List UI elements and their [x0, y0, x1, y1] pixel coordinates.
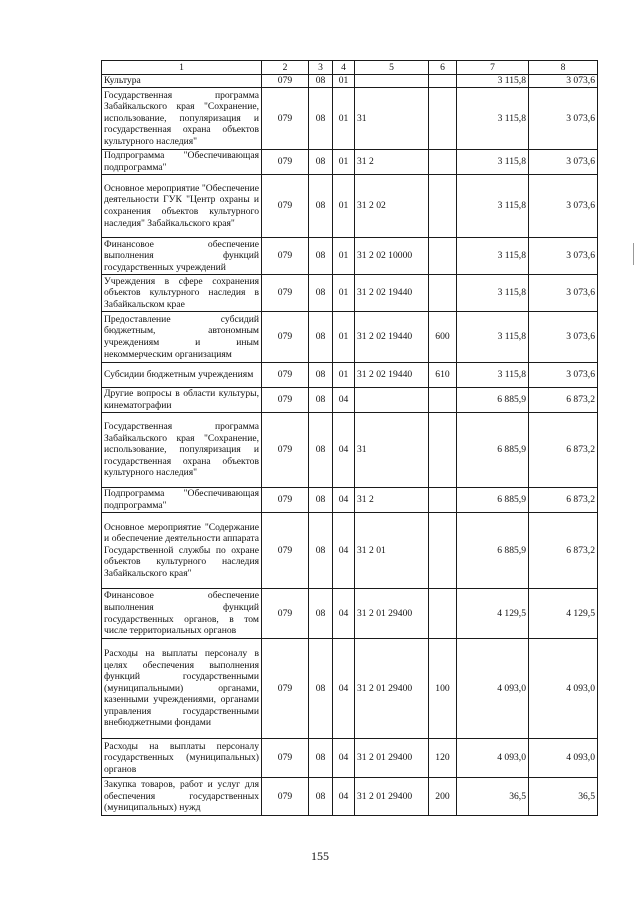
row-name-cell: Культура	[102, 75, 262, 88]
table-row	[102, 75, 598, 88]
cell-col-7: 3 115,8	[457, 88, 529, 150]
cell-col-8: 3 073,6	[529, 238, 598, 275]
cell-col-2: 079	[262, 589, 309, 639]
cell-col-5	[355, 75, 429, 88]
table-row	[102, 513, 598, 589]
cell-col-7: 3 115,8	[457, 363, 529, 388]
cell-col-7: 6 885,9	[457, 388, 529, 413]
cell-col-5: 31 2 01	[355, 513, 429, 589]
cell-col-6	[429, 589, 457, 639]
cell-col-4: 04	[333, 513, 355, 589]
col-header-4: 4	[333, 61, 355, 75]
cell-col-4: 04	[333, 589, 355, 639]
cell-col-3: 08	[309, 413, 333, 488]
row-name-cell: Государственная программа Забайкальского края "Сохранение, использование, популяризация и государственная охрана объектов культурного наследия"	[102, 88, 262, 150]
cell-col-5: 31 2 01 29400	[355, 639, 429, 739]
cell-col-2: 079	[262, 739, 309, 778]
cell-col-2: 079	[262, 778, 309, 816]
cell-col-2: 079	[262, 488, 309, 513]
cell-col-5: 31 2 02 19440	[355, 363, 429, 388]
cell-col-3: 08	[309, 513, 333, 589]
table-row	[102, 238, 598, 275]
cell-col-8: 36,5	[529, 778, 598, 816]
cell-col-7: 3 115,8	[457, 312, 529, 363]
cell-col-7: 6 885,9	[457, 488, 529, 513]
cell-col-8: 3 073,6	[529, 363, 598, 388]
table-row	[102, 150, 598, 175]
page-number: 155	[311, 849, 329, 863]
cell-col-3: 08	[309, 150, 333, 175]
budget-table	[101, 60, 598, 816]
cell-col-4: 04	[333, 488, 355, 513]
table-row	[102, 275, 598, 312]
cell-col-2: 079	[262, 413, 309, 488]
cell-col-7: 3 115,8	[457, 175, 529, 238]
cell-col-7: 6 885,9	[457, 513, 529, 589]
cell-col-4: 04	[333, 778, 355, 816]
row-name-cell: Основное мероприятие "Содержание и обеспечение деятельности аппарата Государственной службы по охране объектов культурного наследия Забайкальского края"	[102, 513, 262, 589]
header-row	[102, 61, 598, 75]
cell-col-8: 4 129,5	[529, 589, 598, 639]
cell-col-3: 08	[309, 488, 333, 513]
table-row	[102, 639, 598, 739]
row-name-cell: Финансовое обеспечение выполнения функций государственных учреждений	[102, 238, 262, 275]
cell-col-2: 079	[262, 88, 309, 150]
cell-col-4: 01	[333, 88, 355, 150]
row-name-cell: Субсидии бюджетным учреждениям	[102, 363, 262, 388]
cell-col-4: 01	[333, 275, 355, 312]
cell-col-2: 079	[262, 238, 309, 275]
cell-col-8: 3 073,6	[529, 275, 598, 312]
cell-col-8: 3 073,6	[529, 88, 598, 150]
cell-col-2: 079	[262, 388, 309, 413]
scan-edge-mark	[633, 243, 634, 265]
cell-col-7: 6 885,9	[457, 413, 529, 488]
cell-col-3: 08	[309, 275, 333, 312]
cell-col-5: 31 2	[355, 150, 429, 175]
cell-col-6	[429, 413, 457, 488]
row-name-cell: Подпрограмма "Обеспечивающая подпрограмма"	[102, 150, 262, 175]
cell-col-4: 01	[333, 150, 355, 175]
cell-col-7: 4 093,0	[457, 639, 529, 739]
row-name-cell: Учреждения в сфере сохранения объектов культурного наследия в Забайкальском крае	[102, 275, 262, 312]
cell-col-2: 079	[262, 363, 309, 388]
cell-col-2: 079	[262, 513, 309, 589]
col-header-8: 8	[529, 61, 598, 75]
cell-col-7: 3 115,8	[457, 238, 529, 275]
cell-col-3: 08	[309, 312, 333, 363]
cell-col-6	[429, 388, 457, 413]
table-row	[102, 312, 598, 363]
row-name-cell: Основное мероприятие "Обеспечение деятельности ГУК "Центр охраны и сохранения объектов культурного наследия" Забайкальского края"	[102, 175, 262, 238]
row-name-cell: Расходы на выплаты персоналу государственных (муниципальных) органов	[102, 739, 262, 778]
cell-col-3: 08	[309, 175, 333, 238]
cell-col-6: 200	[429, 778, 457, 816]
row-name-cell: Государственная программа Забайкальского края "Сохранение, использование, популяризация и государственная охрана объектов культурного наследия"	[102, 413, 262, 488]
cell-col-6	[429, 275, 457, 312]
col-header-2: 2	[262, 61, 309, 75]
table-row	[102, 413, 598, 488]
col-header-5: 5	[355, 61, 429, 75]
cell-col-2: 079	[262, 175, 309, 238]
cell-col-8: 3 073,6	[529, 150, 598, 175]
cell-col-6: 120	[429, 739, 457, 778]
cell-col-7: 3 115,8	[457, 75, 529, 88]
col-header-1: 1	[102, 61, 262, 75]
cell-col-5: 31 2	[355, 488, 429, 513]
table-body	[102, 75, 598, 816]
cell-col-8: 3 073,6	[529, 312, 598, 363]
cell-col-4: 01	[333, 238, 355, 275]
cell-col-6	[429, 175, 457, 238]
cell-col-5: 31 2 02 10000	[355, 238, 429, 275]
table-row	[102, 778, 598, 816]
row-name-cell: Предоставление субсидий бюджетным, автономным учреждениям и иным некоммерческим организациям	[102, 312, 262, 363]
cell-col-5: 31	[355, 88, 429, 150]
cell-col-8: 6 873,2	[529, 488, 598, 513]
table-row	[102, 739, 598, 778]
cell-col-4: 01	[333, 75, 355, 88]
table-row	[102, 88, 598, 150]
cell-col-3: 08	[309, 639, 333, 739]
cell-col-6: 100	[429, 639, 457, 739]
cell-col-5: 31 2 01 29400	[355, 778, 429, 816]
cell-col-7: 4 129,5	[457, 589, 529, 639]
cell-col-4: 04	[333, 639, 355, 739]
cell-col-5: 31 2 01 29400	[355, 589, 429, 639]
cell-col-5: 31 2 02 19440	[355, 275, 429, 312]
cell-col-8: 4 093,0	[529, 639, 598, 739]
cell-col-7: 3 115,8	[457, 275, 529, 312]
row-name-cell: Расходы на выплаты персоналу в целях обеспечения выполнения функций государственными (муниципальными) органами, казенными учреждениями, органами управления государственными внебюджетными фондами	[102, 639, 262, 739]
table-row	[102, 589, 598, 639]
cell-col-3: 08	[309, 238, 333, 275]
cell-col-6	[429, 150, 457, 175]
cell-col-8: 6 873,2	[529, 513, 598, 589]
cell-col-2: 079	[262, 639, 309, 739]
cell-col-8: 3 073,6	[529, 75, 598, 88]
cell-col-5: 31 2 02 19440	[355, 312, 429, 363]
cell-col-6: 610	[429, 363, 457, 388]
cell-col-3: 08	[309, 363, 333, 388]
cell-col-3: 08	[309, 589, 333, 639]
cell-col-4: 04	[333, 739, 355, 778]
cell-col-3: 08	[309, 778, 333, 816]
cell-col-7: 36,5	[457, 778, 529, 816]
table-row	[102, 175, 598, 238]
cell-col-5: 31 2 01 29400	[355, 739, 429, 778]
cell-col-3: 08	[309, 388, 333, 413]
cell-col-4: 04	[333, 388, 355, 413]
cell-col-6	[429, 513, 457, 589]
cell-col-5	[355, 388, 429, 413]
cell-col-2: 079	[262, 312, 309, 363]
cell-col-6	[429, 75, 457, 88]
cell-col-4: 01	[333, 312, 355, 363]
cell-col-7: 4 093,0	[457, 739, 529, 778]
row-name-cell: Подпрограмма "Обеспечивающая подпрограмма"	[102, 488, 262, 513]
cell-col-5: 31 2 02	[355, 175, 429, 238]
row-name-cell: Финансовое обеспечение выполнения функций государственных органов, в том числе территориальных органов	[102, 589, 262, 639]
cell-col-2: 079	[262, 75, 309, 88]
row-name-cell: Закупка товаров, работ и услуг для обеспечения государственных (муниципальных) нужд	[102, 778, 262, 816]
cell-col-4: 01	[333, 363, 355, 388]
cell-col-6	[429, 488, 457, 513]
cell-col-2: 079	[262, 150, 309, 175]
cell-col-6	[429, 88, 457, 150]
cell-col-3: 08	[309, 88, 333, 150]
cell-col-5: 31	[355, 413, 429, 488]
cell-col-8: 4 093,0	[529, 739, 598, 778]
cell-col-3: 08	[309, 75, 333, 88]
cell-col-2: 079	[262, 275, 309, 312]
col-header-6: 6	[429, 61, 457, 75]
cell-col-6	[429, 238, 457, 275]
cell-col-4: 04	[333, 413, 355, 488]
col-header-3: 3	[309, 61, 333, 75]
cell-col-4: 01	[333, 175, 355, 238]
row-name-cell: Другие вопросы в области культуры, кинематографии	[102, 388, 262, 413]
col-header-7: 7	[457, 61, 529, 75]
cell-col-8: 6 873,2	[529, 388, 598, 413]
table-row	[102, 388, 598, 413]
table-row	[102, 363, 598, 388]
cell-col-3: 08	[309, 739, 333, 778]
cell-col-7: 3 115,8	[457, 150, 529, 175]
table-row	[102, 488, 598, 513]
cell-col-8: 3 073,6	[529, 175, 598, 238]
cell-col-8: 6 873,2	[529, 413, 598, 488]
cell-col-6: 600	[429, 312, 457, 363]
